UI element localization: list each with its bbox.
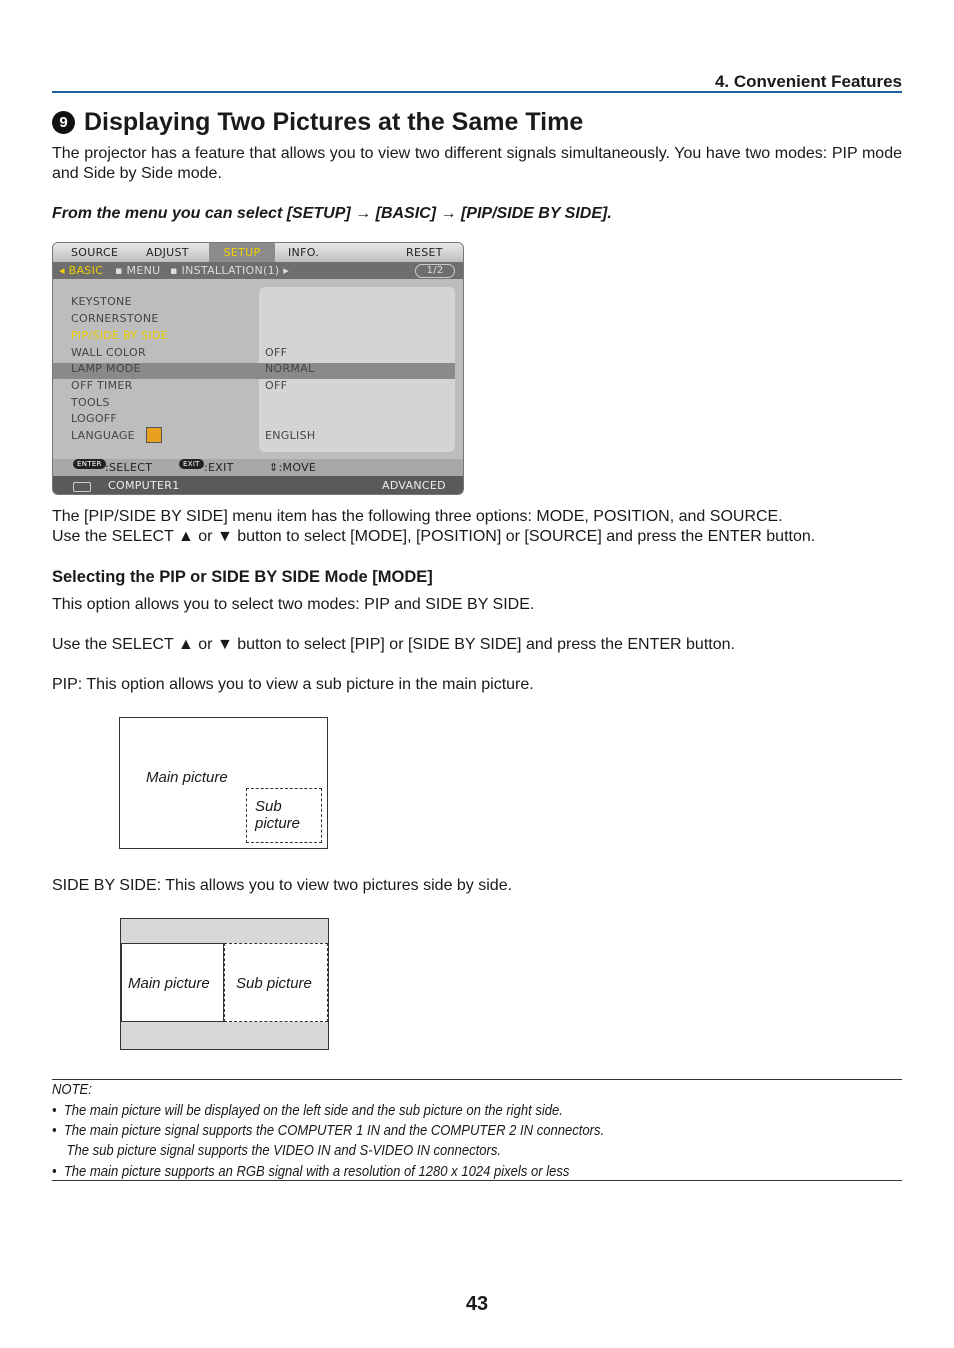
menu-item-tools[interactable]: TOOLS [71, 396, 110, 409]
computer-input-icon [73, 482, 91, 492]
intro-paragraph: The projector has a feature that allows you to view two different signals simultaneously. You have two modes: PIP mode and Side by Side mode. [52, 145, 902, 182]
enter-key-icon: ENTER [73, 459, 106, 469]
page-heading [52, 108, 583, 137]
menu-body [53, 279, 464, 459]
note-item-1: • The main picture will be displayed on the left side and the sub picture on the right side. [52, 1103, 563, 1119]
note-title: NOTE: [52, 1082, 92, 1098]
mode-intro: This option allows you to select two modes: PIP and SIDE BY SIDE. [52, 596, 535, 613]
tab-adjust[interactable]: ADJUST [146, 246, 189, 259]
pip-sub-label-2: picture [255, 815, 301, 832]
exit-key-icon: EXIT [179, 459, 204, 469]
menu-item-keystone[interactable]: KEYSTONE [71, 295, 132, 308]
pip-sub-label-1: Sub [255, 798, 282, 815]
subtab-installation[interactable]: ▪ INSTALLATION(1) ▸ [170, 264, 290, 277]
page-indicator: 1/2 [415, 264, 455, 278]
sbs-description: SIDE BY SIDE: This allows you to view two pictures side by side. [52, 877, 513, 894]
menu-item-pip-side-by-side[interactable]: PIP/SIDE BY SIDE [71, 329, 168, 342]
value-language: ENGLISH [265, 429, 316, 442]
menu-item-off-timer[interactable]: OFF TIMER [71, 379, 133, 392]
section-title: 4. Convenient Features [714, 72, 902, 91]
page-number: 43 [465, 1293, 489, 1315]
value-wall-color: OFF [265, 346, 288, 359]
subtab-menu[interactable]: ▪ MENU [115, 264, 161, 277]
tab-source[interactable]: SOURCE [71, 246, 119, 259]
status-source: COMPUTER1 [108, 479, 180, 492]
value-off-timer: OFF [265, 379, 288, 392]
mode-select-instruction: Use the SELECT ▲ or ▼ button to select [PIP] or [SIDE BY SIDE] and press the ENTER button. [52, 636, 735, 653]
tab-setup[interactable]: SETUP [209, 243, 275, 262]
guide-move: ⇕:MOVE [269, 461, 317, 474]
pip-main-label: Main picture [146, 769, 228, 786]
menu-item-wall-color[interactable]: WALL COLOR [71, 346, 146, 359]
tab-reset[interactable]: RESET [406, 246, 443, 259]
sbs-sub-label: Sub picture [236, 975, 312, 992]
sbs-main-label: Main picture [128, 975, 210, 992]
menu-status-bar [53, 476, 464, 495]
menu-path: From the menu you can select [SETUP] → [BASIC] → [PIP/SIDE BY SIDE]. [52, 205, 612, 222]
header-rule [52, 91, 902, 93]
note-item-3: The sub picture signal supports the VIDEO IN and S-VIDEO IN connectors. [52, 1143, 501, 1159]
pip-description: PIP: This option allows you to view a sub picture in the main picture. [52, 676, 534, 693]
note-item-2: • The main picture signal supports the COMPUTER 1 IN and the COMPUTER 2 IN connectors. [52, 1123, 605, 1139]
menu-key-guide [53, 459, 464, 476]
pip-options-line-2: Use the SELECT ▲ or ▼ button to select [MODE], [POSITION] or [SOURCE] and press the ENTER button. [52, 528, 816, 545]
menu-tab-bar [53, 243, 464, 262]
menu-item-cornerstone[interactable]: CORNERSTONE [71, 312, 159, 325]
menu-item-language[interactable]: LANGUAGE [71, 429, 135, 442]
setup-menu-screenshot [52, 242, 464, 495]
guide-exit: :EXIT [204, 461, 234, 474]
page-title: Displaying Two Pictures at the Same Time [84, 108, 584, 136]
note-bottom-rule [52, 1180, 902, 1181]
subtab-basic[interactable]: ◂ BASIC [59, 264, 104, 277]
menu-item-logoff[interactable]: LOGOFF [71, 412, 118, 425]
value-lamp-mode: NORMAL [265, 362, 315, 375]
menu-subtab-bar [53, 262, 464, 279]
language-flag-icon [146, 427, 162, 443]
status-menu-level: ADVANCED [382, 479, 446, 492]
menu-item-lamp-mode[interactable]: LAMP MODE [71, 362, 141, 375]
pip-options-line-1: The [PIP/SIDE BY SIDE] menu item has the following three options: MODE, POSITION, and SOURCE. [52, 508, 783, 525]
guide-select: :SELECT [105, 461, 153, 474]
circled-number-icon: 9 [52, 111, 75, 134]
note-item-4: • The main picture supports an RGB signal with a resolution of 1280 x 1024 pixels or less [52, 1164, 570, 1180]
tab-info[interactable]: INFO. [288, 246, 320, 259]
mode-heading: Selecting the PIP or SIDE BY SIDE Mode [MODE] [52, 568, 433, 586]
